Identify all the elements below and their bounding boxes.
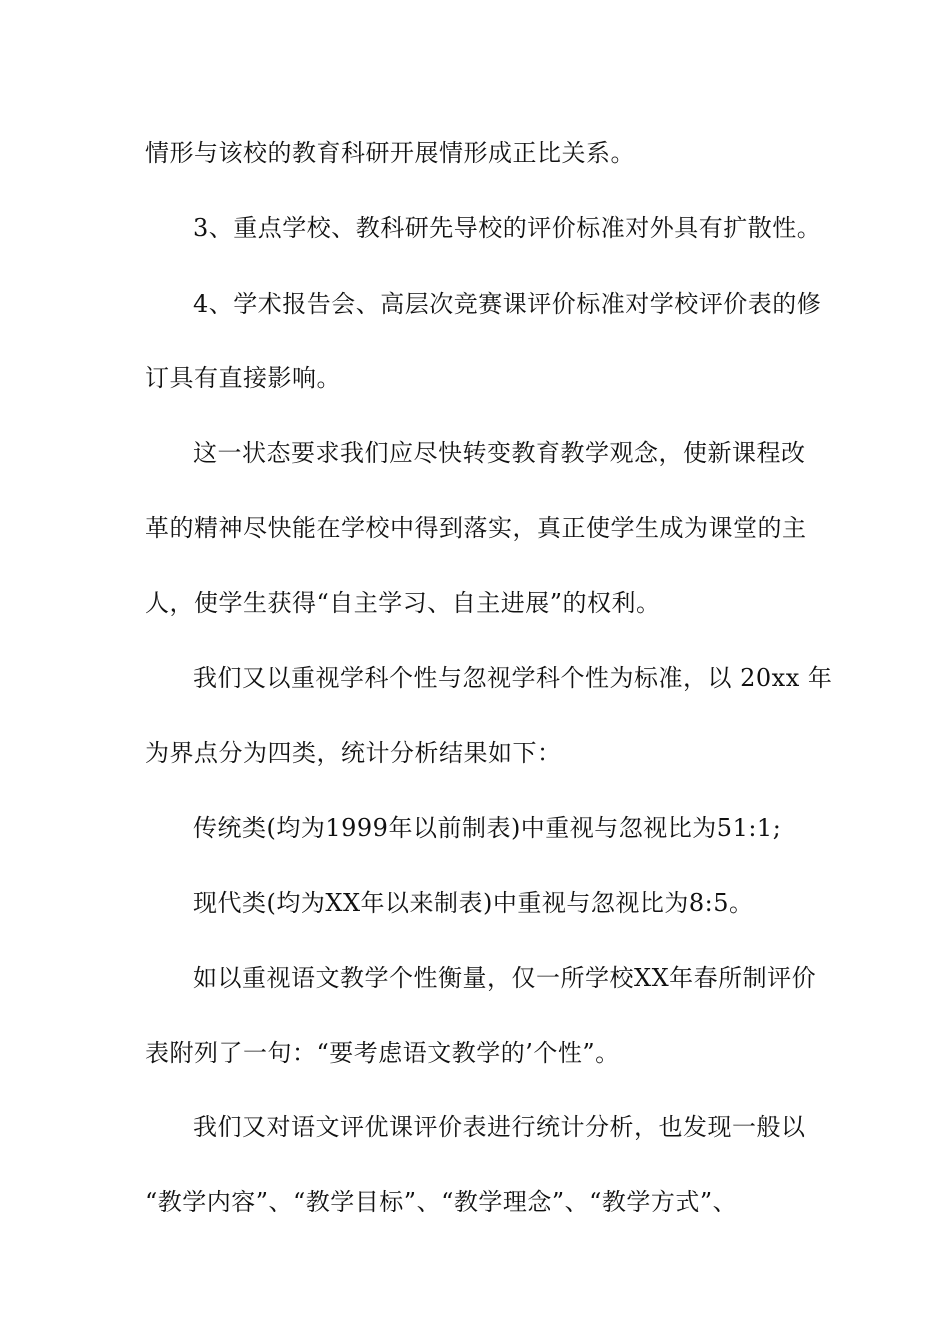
- text-line: 这一状态要求我们应尽快转变教育教学观念，使新课程改: [193, 439, 806, 467]
- text-line: 订具有直接影响。: [145, 364, 341, 392]
- text-line: 3、重点学校、教科研先导校的评价标准对外具有扩散性。: [193, 214, 822, 242]
- text-line: 表附列了一句：“要考虑语文教学的’个性”。: [145, 1039, 620, 1067]
- text-line: 4、学术报告会、高层次竞赛课评价标准对学校评价表的修: [193, 290, 822, 318]
- text-line: 现代类(均为XX年以来制表)中重视与忽视比为8:5。: [193, 889, 754, 917]
- text-line: 如以重视语文教学个性衡量，仅一所学校XX年春所制评价: [193, 964, 817, 992]
- text-line: 传统类(均为1999年以前制表)中重视与忽视比为51:1;: [193, 814, 782, 842]
- text-line: 我们又对语文评优课评价表进行统计分析，也发现一般以: [193, 1113, 806, 1141]
- text-line: 情形与该校的教育科研开展情形成正比关系。: [145, 139, 635, 167]
- text-line: 我们又以重视学科个性与忽视学科个性为标准，以 20xx 年: [193, 664, 833, 692]
- text-line: 革的精神尽快能在学校中得到落实，真正使学生成为课堂的主: [145, 514, 807, 542]
- text-line: 为界点分为四类，统计分析结果如下：: [145, 739, 562, 767]
- text-line: 人，使学生获得“自主学习、自主进展”的权利。: [145, 589, 661, 617]
- text-line: “教学内容”、“教学目标”、“教学理念”、“教学方式”、: [145, 1188, 738, 1216]
